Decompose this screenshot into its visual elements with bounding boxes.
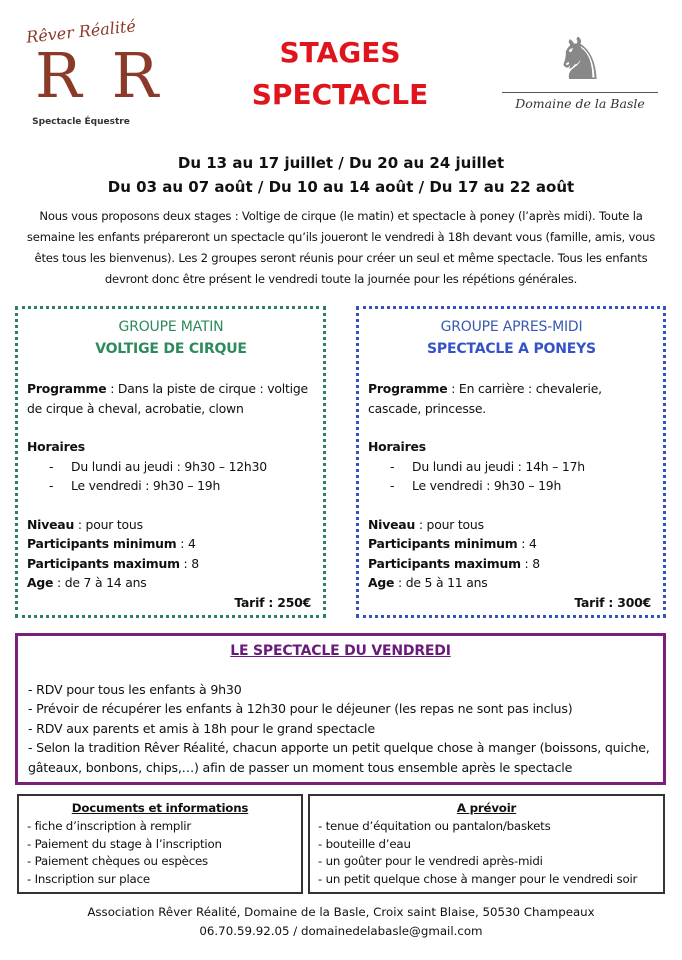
logo-domaine-de-la-basle <box>498 25 662 128</box>
prevoir-title: A prévoir <box>456 801 517 815</box>
group-name: SPECTACLE A PONEYS <box>427 341 596 357</box>
group-label: GROUPE APRES-MIDI <box>440 319 583 335</box>
list-item: - Paiement chèques ou espèces <box>27 854 208 869</box>
list-item: - un petit quelque chose à manger pour le vendredi soir <box>318 872 638 887</box>
intro-text: Nous vous proposons deux stages : Voltige de cirque (le matin) et spectacle à poney (l’après midi). Toute la semaine les enfants prépareront un spectacle qu’ils joueront le vendredi à 18h devant vous (famille, amis, vous êtes tous les bienvenus). Les 2 groupes seront réunis pour créer un seul et même spectacle. Tous les enfants devront donc être présent le vendredi toute la journée pour les répétions générales. <box>26 209 656 286</box>
list-item: - bouteille d’eau <box>318 836 411 851</box>
horaires-label: Horaires <box>368 439 426 454</box>
dates <box>0 151 682 199</box>
group-label: GROUPE MATIN <box>118 319 224 335</box>
group-apres-midi-box <box>356 306 666 618</box>
list-item: - Inscription sur place <box>27 872 150 887</box>
logo-rever-realite <box>15 16 189 168</box>
participants-min: Participants minimum : 4 <box>368 536 537 551</box>
dates-line: Du 03 au 07 août / Du 10 au 14 août / Du 17 au 22 août <box>107 178 575 196</box>
tarif: Tarif : 300€ <box>574 594 651 610</box>
page-title <box>180 32 500 116</box>
title-line2: SPECTACLE <box>251 78 429 111</box>
horaire-item: - Du lundi au jeudi : 9h30 – 12h30 <box>27 457 315 477</box>
list-item: - un goûter pour le vendredi après-midi <box>318 854 543 869</box>
age: Age : de 7 à 14 ans <box>27 575 147 590</box>
group-matin-box <box>15 306 326 618</box>
footer <box>0 903 682 941</box>
title-line1: STAGES <box>279 36 401 69</box>
vendredi-title: LE SPECTACLE DU VENDREDI <box>230 643 451 659</box>
horaire-item: - Le vendredi : 9h30 – 19h <box>368 476 655 496</box>
documents-box <box>17 794 303 894</box>
footer-contact: 06.70.59.92.05 / domainedelabasle@gmail.com <box>199 924 483 938</box>
list-item: - Selon la tradition Rêver Réalité, chacun apporte un petit quelque chose à manger (boissons, quiche, gâteaux, bonbons, chips,…) afin de passer un moment tous ensemble après le spectacle <box>28 740 650 775</box>
logo-name: Rêver Réalité <box>25 16 137 47</box>
participants-min: Participants minimum : 4 <box>27 536 196 551</box>
niveau: Niveau : pour tous <box>368 516 484 532</box>
list-item: - Prévoir de récupérer les enfants à 12h30 pour le déjeuner (les repas ne sont pas inclus) <box>28 701 573 717</box>
participants-max: Participants maximum : 8 <box>27 555 199 571</box>
niveau: Niveau : pour tous <box>27 516 143 532</box>
horaires-label: Horaires <box>27 439 85 454</box>
list-item: - RDV aux parents et amis à 18h pour le grand spectacle <box>28 720 375 736</box>
horaire-item: - Le vendredi : 9h30 – 19h <box>27 476 315 496</box>
list-item: - tenue d’équitation ou pantalon/baskets <box>318 818 551 833</box>
programme: Programme : En carrière : chevalerie, cascade, princesse. <box>368 381 602 416</box>
list-item: - Paiement du stage à l’inscription <box>27 836 222 851</box>
horse-icon: ♞ <box>554 25 606 93</box>
list-item: - fiche d’inscription à remplir <box>27 818 192 833</box>
vendredi-box <box>15 633 666 785</box>
list-item: - RDV pour tous les enfants à 9h30 <box>28 682 242 697</box>
participants-max: Participants maximum : 8 <box>368 555 540 571</box>
logo-name: Domaine de la Basle <box>515 96 645 111</box>
group-name: VOLTIGE DE CIRQUE <box>95 341 247 357</box>
logo-tagline: Spectacle Équestre <box>32 117 130 127</box>
programme: Programme : Dans la piste de cirque : voltige de cirque à cheval, acrobatie, clown <box>27 381 308 416</box>
age: Age : de 5 à 11 ans <box>368 575 488 590</box>
prevoir-box <box>308 794 665 894</box>
footer-address: Association Rêver Réalité, Domaine de la Basle, Croix saint Blaise, 50530 Champeaux <box>87 905 595 919</box>
horaire-item: - Du lundi au jeudi : 14h – 17h <box>368 457 655 477</box>
dates-line: Du 13 au 17 juillet / Du 20 au 24 juillet <box>177 154 505 172</box>
documents-title: Documents et informations <box>71 801 249 815</box>
logo-monogram: RR <box>35 39 189 112</box>
tarif: Tarif : 250€ <box>234 594 311 610</box>
